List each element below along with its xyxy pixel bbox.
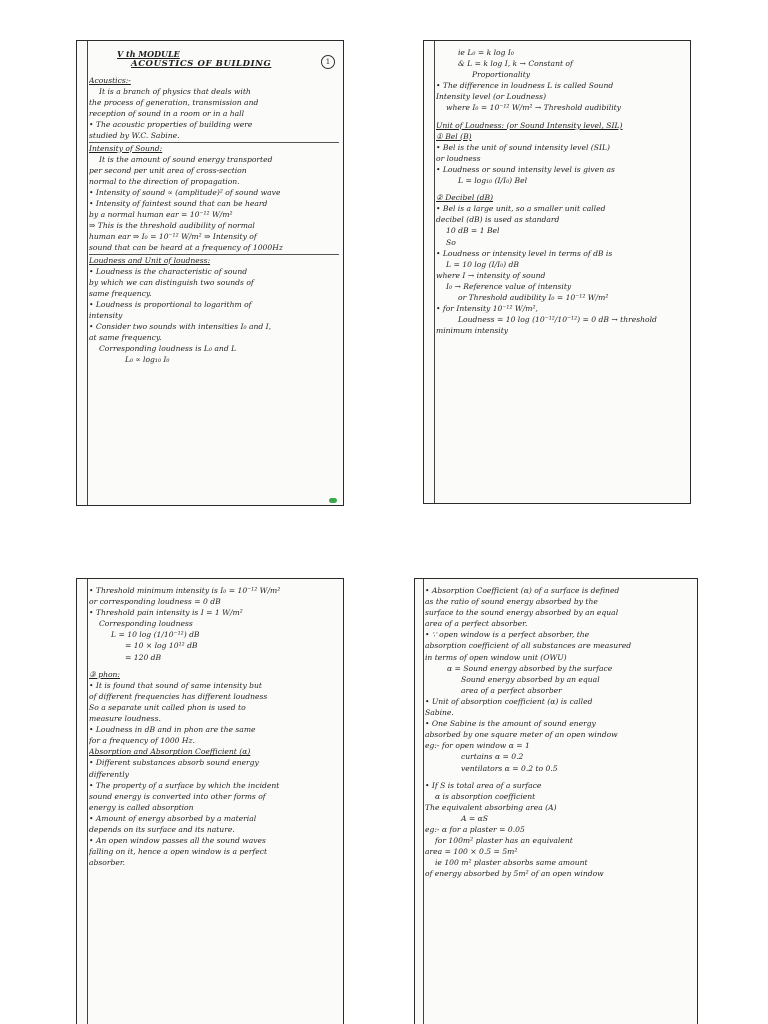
text-line: energy is called absorption <box>89 802 194 812</box>
text-line: 10 dB = 1 Bel <box>446 226 500 236</box>
text-line: for a frequency of 1000 Hz. <box>89 736 195 746</box>
text-line: Acoustics:- <box>89 76 131 85</box>
text-line: ② Decibel (dB) <box>436 193 494 203</box>
notes-page-4 <box>414 578 698 1024</box>
text-line: absorbed by one square meter of an open window <box>425 730 618 740</box>
text-line: • Loudness or intensity level in terms of dB is <box>436 248 613 258</box>
text-line: L₀ ∝ log₁₀ I₀ <box>125 355 170 365</box>
green-marker <box>329 498 337 503</box>
text-line: for 100m² plaster has an equivalent <box>435 836 573 846</box>
text-line: by which we can distinguish two sounds of <box>89 277 254 287</box>
text-line: in terms of open window unit (OWU) <box>425 652 567 662</box>
text-line: eg:- α for a plaster = 0.05 <box>425 824 525 834</box>
text-line: • It is found that sound of same intensity but <box>89 680 262 690</box>
text-line: Sound energy absorbed by an equal <box>461 674 600 684</box>
text-line: • The difference in loudness L is called Sound <box>436 81 614 91</box>
text-line: • The acoustic properties of building were <box>89 120 253 130</box>
text-lines <box>425 585 693 879</box>
text-line: surface to the sound energy absorbed by an equal <box>425 608 619 618</box>
text-line: Intensity of Sound: <box>89 143 163 153</box>
text-line: Corresponding loudness is L₀ and L <box>99 344 237 354</box>
notes-page-3 <box>76 578 344 1024</box>
notes-page-1 <box>76 40 344 506</box>
text-line: ventilators α = 0.2 to 0.5 <box>461 763 558 773</box>
text-lines <box>89 585 339 868</box>
text-line: absorption coefficient of all substances are measured <box>425 641 632 651</box>
text-line: ie L₀ = k log I₀ <box>458 48 514 57</box>
text-line: Intensity level (or Loudness) <box>436 92 547 102</box>
text-line: decibel (dB) is used as standard <box>436 215 560 225</box>
text-line: • Threshold pain intensity is I = 1 W/m² <box>89 608 243 618</box>
text-line: • for Intensity 10⁻¹² W/m², <box>436 304 538 314</box>
text-line: It is the amount of sound energy transported <box>99 154 273 164</box>
chapter-title: ACOUSTICS OF BUILDING <box>131 59 272 69</box>
margin-line <box>423 579 424 1024</box>
page-content <box>89 47 339 501</box>
text-line: α is absorption coefficient <box>435 791 536 801</box>
text-line: • If S is total area of a surface <box>425 780 542 790</box>
text-line: Loudness = 10 log (10⁻¹²/10⁻¹²) = 0 dB → threshold <box>458 315 657 325</box>
text-line: • Consider two sounds with intensities I₀ and I, <box>89 322 272 332</box>
text-line: absorber. <box>89 858 126 868</box>
text-line: • Absorption Coefficient (α) of a surface is defined <box>425 586 620 595</box>
text-line: area of a perfect absorber. <box>425 619 528 629</box>
page-number: 1 <box>321 55 335 69</box>
text-line: Unit of Loudness: (or Sound Intensity level, SIL) <box>436 120 623 130</box>
text-line: The equivalent absorbing area (A) <box>425 802 557 812</box>
text-line: • ∵ open window is a perfect absorber, the <box>425 630 590 640</box>
text-line: = 120 dB <box>125 652 162 662</box>
text-line: L = log₁₀ (I/I₀) Bel <box>458 176 528 186</box>
margin-line <box>87 41 88 505</box>
text-line: Loudness and Unit of loudness: <box>89 255 211 265</box>
text-line: minimum intensity <box>436 326 509 336</box>
text-line: = 10 × log 10¹² dB <box>125 641 198 651</box>
text-line: normal to the direction of propagation. <box>89 176 240 186</box>
text-line: • Amount of energy absorbed by a material <box>89 813 257 823</box>
text-line: studied by W.C. Sabine. <box>89 130 339 142</box>
text-line: • Loudness in dB and in phon are the same <box>89 725 256 735</box>
text-line: differently <box>89 769 129 779</box>
text-line: eg:- for open window α = 1 <box>425 741 530 751</box>
text-line: of energy absorbed by 5m² of an open window <box>425 869 604 879</box>
text-line: α = Sound energy absorbed by the surface <box>447 663 613 673</box>
text-line: I₀ → Reference value of intensity <box>446 281 572 291</box>
text-line: So a separate unit called phon is used to <box>89 702 246 712</box>
text-line: • Loudness or sound intensity level is given as <box>436 164 615 174</box>
text-line: L = 10 log (I/I₀) dB <box>446 259 519 269</box>
text-line: area = 100 × 0.5 = 5m² <box>425 847 518 857</box>
text-line: • Unit of absorption coefficient (α) is called <box>425 696 593 706</box>
text-line: Proportionality <box>472 70 531 80</box>
text-line: sound that can be heard at a frequency of 1000Hz <box>89 242 339 254</box>
text-line: ⇒ This is the threshold audibility of normal <box>89 221 255 231</box>
margin-line <box>434 41 435 503</box>
text-line: or Threshold audibility I₀ = 10⁻¹² W/m² <box>458 292 609 302</box>
text-line: • Bel is the unit of sound intensity level (SIL) <box>436 142 610 152</box>
text-line: as the ratio of sound energy absorbed by the <box>425 597 598 607</box>
text-line: reception of sound in a room or in a hall <box>89 109 245 119</box>
text-lines <box>89 75 339 365</box>
text-line: same frequency. <box>89 288 152 298</box>
text-line: • Loudness is the characteristic of sound <box>89 266 248 276</box>
text-line: by a normal human ear = 10⁻¹² W/m² <box>89 210 233 220</box>
text-line: intensity <box>89 310 123 320</box>
text-line: depends on its surface and its nature. <box>89 824 235 834</box>
text-line: • One Sabine is the amount of sound energy <box>425 719 596 729</box>
text-line: • Different substances absorb sound energy <box>89 758 259 768</box>
text-line: • Intensity of sound ∝ (amplitude)² of sound wave <box>89 187 281 197</box>
text-line: or corresponding loudness = 0 dB <box>89 597 221 607</box>
text-line: or loudness <box>436 153 481 163</box>
text-line: where I → intensity of sound <box>436 270 546 280</box>
text-line: at same frequency. <box>89 333 162 343</box>
module-title: V th MODULE <box>117 49 180 59</box>
text-line: & L = k log I, k → Constant of <box>458 59 573 69</box>
text-line: where I₀ = 10⁻¹² W/m² → Threshold audibility <box>446 103 621 113</box>
text-line: the process of generation, transmission and <box>89 98 259 108</box>
text-line: So <box>446 237 456 247</box>
text-line: ie 100 m² plaster absorbs same amount <box>435 858 588 868</box>
text-line: Sabine. <box>425 708 454 718</box>
text-line: • Intensity of faintest sound that can be heard <box>89 199 268 209</box>
text-line: sound energy is converted into other forms of <box>89 791 266 801</box>
text-lines <box>436 47 686 336</box>
page-content <box>425 585 693 1020</box>
notes-page-2 <box>423 40 691 504</box>
text-line: L = 10 log (1/10⁻¹²) dB <box>111 630 200 640</box>
margin-line <box>87 579 88 1024</box>
text-line: area of a perfect absorber <box>461 685 562 695</box>
text-line: curtains α = 0.2 <box>461 752 524 762</box>
text-line: • An open window passes all the sound waves <box>89 836 266 846</box>
page-title <box>117 49 339 69</box>
text-line: Corresponding loudness <box>99 619 193 629</box>
text-line: human ear ⇒ I₀ = 10⁻¹² W/m² ⇒ Intensity of <box>89 232 257 242</box>
text-line: • Bel is a large unit, so a smaller unit called <box>436 204 606 214</box>
text-line: ③ phon: <box>89 669 120 679</box>
text-line: measure loudness. <box>89 714 161 724</box>
text-line: of different frequencies has different loudness <box>89 691 268 701</box>
text-line: ① Bel (B) <box>436 131 472 141</box>
text-line: • The property of a surface by which the incident <box>89 780 280 790</box>
page-content <box>89 585 339 1020</box>
text-line: • Loudness is proportional to logarithm of <box>89 299 252 309</box>
text-line: • Threshold minimum intensity is I₀ = 10⁻¹² W/m² <box>89 586 281 595</box>
text-line: A = αS <box>461 813 489 823</box>
text-line: falling on it, hence a open window is a perfect <box>89 847 268 857</box>
text-line: Absorption and Absorption Coefficient (α) <box>89 747 251 757</box>
text-line: per second per unit area of cross-section <box>89 165 247 175</box>
page-content <box>436 47 686 499</box>
text-line: It is a branch of physics that deals with <box>99 87 251 97</box>
